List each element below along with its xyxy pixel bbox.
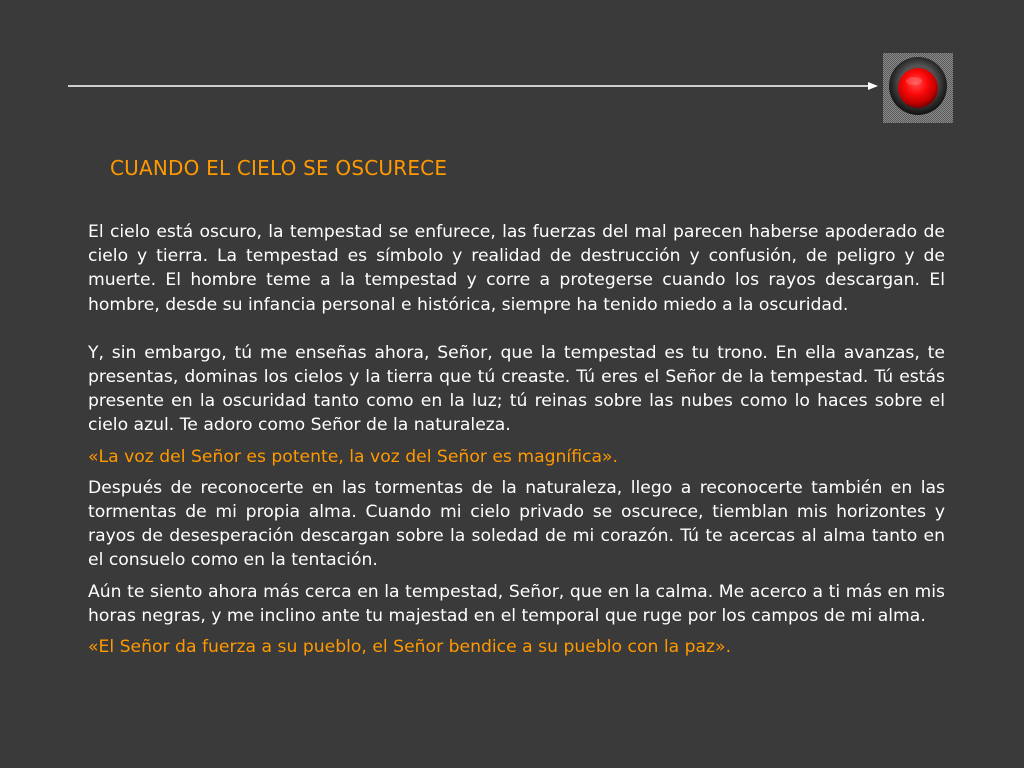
paragraph: El cielo está oscuro, la tempestad se enfurece, las fuerzas del mal parecen haberse apoderado de cielo y tierra. La tempestad es símbolo y realidad de destrucción y confusión, de peligro y de muerte. El hombre teme a la tempestad y corre a protegerse cuando los rayos descargan. El hombre, desde su infancia personal e histórica, siempre ha tenido miedo a la oscuridad. [88,222,945,315]
paragraph: Después de reconocerte en las tormentas de la naturaleza, llego a reconocerte también en las tormentas de mi propia alma. Cuando mi cielo privado se oscurece, tiemblan mis horizontes y rayos de desesperación descargan sobre la soledad de mi corazón. Tú te acercas al alma tanto en el consuelo como en la tentación. [88,477,945,571]
quote: «La voz del Señor es potente, la voz del Señor es magnífica». [88,446,618,467]
arrow-right-icon [68,78,878,94]
red-record-button-icon[interactable] [883,53,953,123]
slide-body [88,220,945,659]
slide-title: CUANDO EL CIELO SE OSCURECE [110,156,448,180]
paragraph: Aún te siento ahora más cerca en la tempestad, Señor, que en la calma. Me acerco a ti más en mis horas negras, y me inclino ante tu majestad en el temporal que ruge por los campos de mi alma. [88,581,945,626]
quote: «El Señor da fuerza a su pueblo, el Señor bendice a su pueblo con la paz». [88,637,732,658]
paragraph: Y, sin embargo, tú me enseñas ahora, Señor, que la tempestad es tu trono. En ella avanzas, te presentas, dominas los cielos y la tierra que tú creaste. Tú eres el Señor de la tempestad. Tú estás presente en la oscuridad tanto como en la luz; tú reinas sobre las nubes como lo haces sobre el cielo azul. Te adoro como Señor de la naturaleza. [88,342,945,436]
